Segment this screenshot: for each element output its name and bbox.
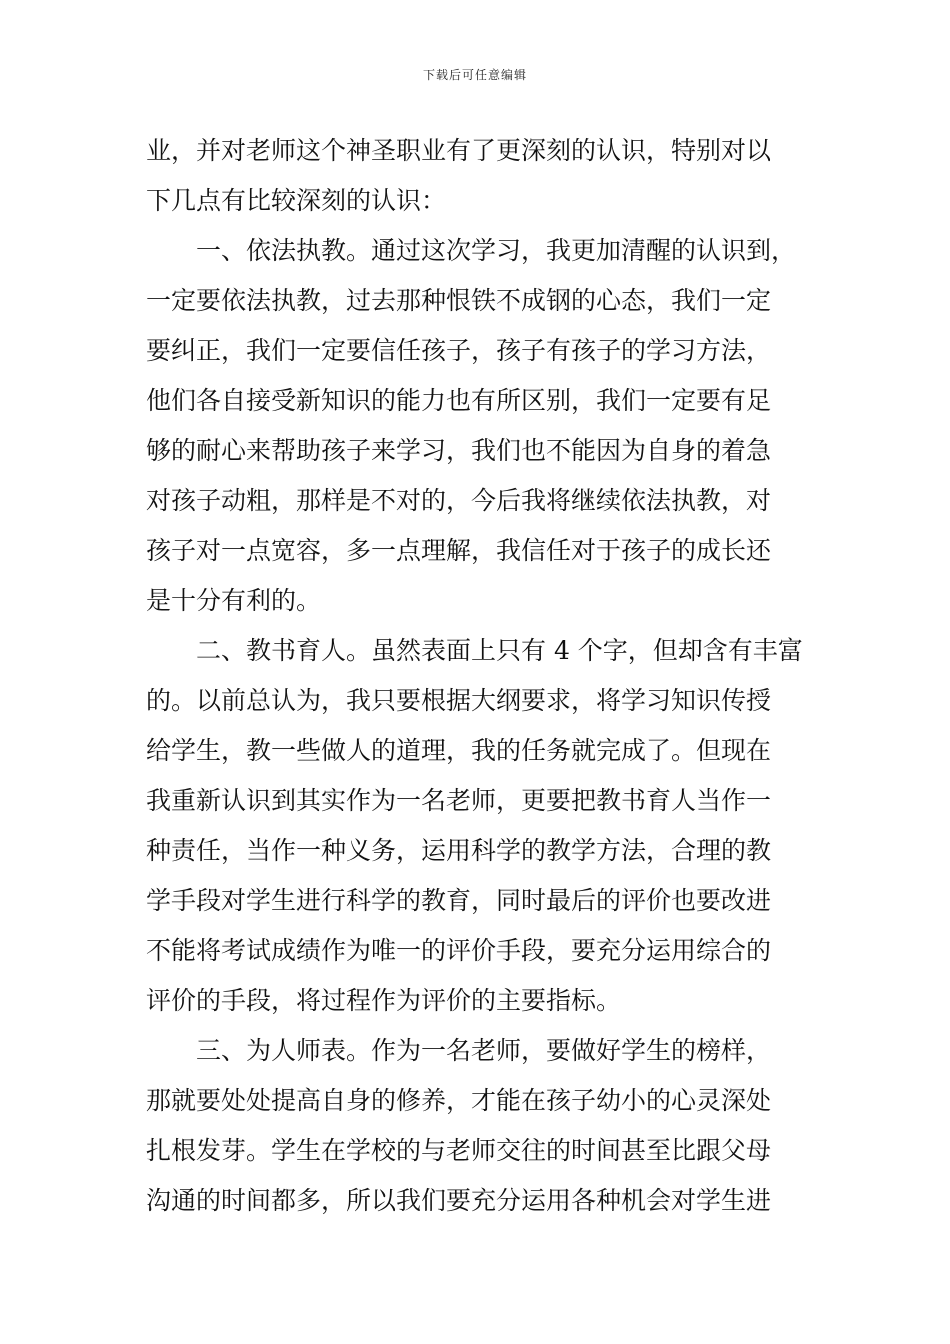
text-line: 评价的手段，将过程作为评价的主要指标。 [146, 986, 622, 1015]
text-line: 对孩子动粗，那样是不对的，今后我将继续依法执教，对 [146, 486, 772, 515]
text-line: 扎根发芽。学生在学校的与老师交往的时间甚至比跟父母 [146, 1136, 772, 1165]
text-line: 他们各自接受新知识的能力也有所区别，我们一定要有足 [146, 386, 772, 415]
text-line: 我重新认识到其实作为一名老师，更要把教书育人当作一 [146, 786, 772, 815]
text-line: 要纠正，我们一定要信任孩子，孩子有孩子的学习方法， [146, 336, 772, 365]
text-line: 够的耐心来帮助孩子来学习，我们也不能因为自身的着急 [146, 436, 772, 465]
text-line: 一、依法执教。通过这次学习，我更加清醒的认识到， [196, 236, 797, 265]
text-line: 业，并对老师这个神圣职业有了更深刻的认识，特别对以 [146, 136, 772, 165]
text-line: 种责任，当作一种义务，运用科学的教学方法，合理的教 [146, 836, 772, 865]
page-header-note: 下载后可任意编辑 [422, 68, 527, 82]
text-line: 给学生，教一些做人的道理，我的任务就完成了。但现在 [146, 736, 772, 765]
text-line: 那就要处处提高自身的修养，才能在孩子幼小的心灵深处 [146, 1086, 772, 1115]
text-line: 不能将考试成绩作为唯一的评价手段，要充分运用综合的 [146, 936, 772, 965]
text-line: 下几点有比较深刻的认识： [146, 186, 447, 215]
body-text [146, 126, 814, 1226]
text-line: 的。以前总认为，我只要根据大纲要求，将学习知识传授 [146, 686, 772, 715]
text-line: 一定要依法执教，过去那种恨铁不成钢的心态，我们一定 [146, 286, 772, 315]
text-line: 学手段对学生进行科学的教育，同时最后的评价也要改进 [146, 886, 772, 915]
text-line: 二、教书育人。虽然表面上只有 4 个字，但却含有丰富 [196, 636, 803, 665]
text-line: 沟通的时间都多，所以我们要充分运用各种机会对学生进 [146, 1186, 772, 1215]
text-line: 三、为人师表。作为一名老师，要做好学生的榜样， [196, 1036, 772, 1065]
text-line: 孩子对一点宽容，多一点理解，我信任对于孩子的成长还 [146, 536, 772, 565]
text-line: 是十分有利的。 [146, 586, 322, 615]
